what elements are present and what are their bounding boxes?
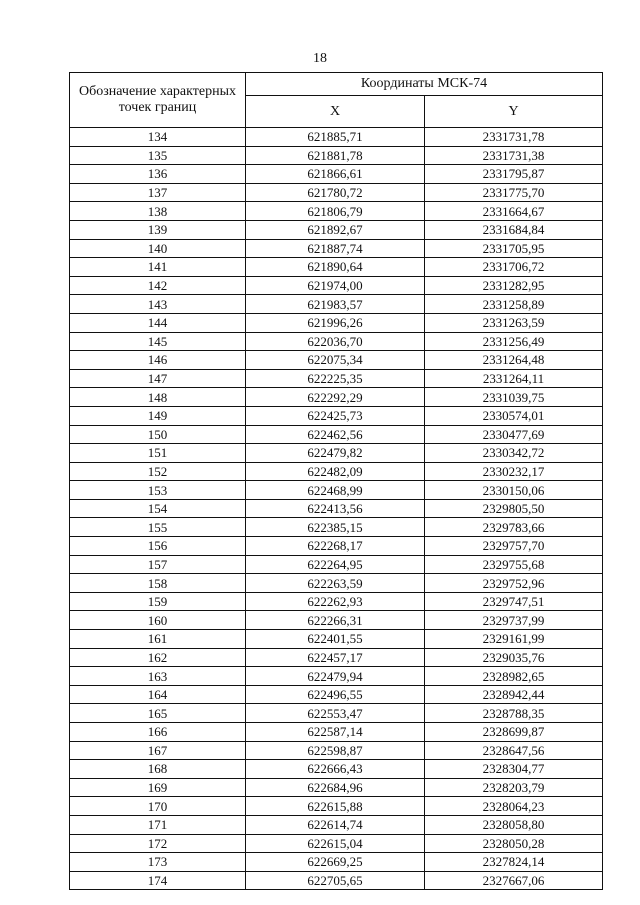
x-coordinate-cell: 621974,00 (246, 276, 425, 295)
x-coordinate-cell: 622468,99 (246, 481, 425, 500)
point-number-cell: 140 (70, 239, 246, 258)
table-row (70, 276, 603, 295)
table-row (70, 351, 603, 370)
point-number-cell: 163 (70, 667, 246, 686)
x-coordinate-cell: 622292,29 (246, 388, 425, 407)
table-row (70, 630, 603, 649)
x-coordinate-cell: 622385,15 (246, 518, 425, 537)
y-coordinate-cell: 2331706,72 (425, 258, 603, 277)
point-number-cell: 147 (70, 369, 246, 388)
x-coordinate-cell: 622401,55 (246, 630, 425, 649)
x-coordinate-cell: 622598,87 (246, 741, 425, 760)
table-row (70, 611, 603, 630)
point-number-cell: 156 (70, 537, 246, 556)
page-number: 18 (313, 51, 327, 66)
point-number-cell: 145 (70, 332, 246, 351)
y-coordinate-cell: 2329035,76 (425, 648, 603, 667)
y-coordinate-cell: 2331264,48 (425, 351, 603, 370)
y-coordinate-cell: 2328942,44 (425, 685, 603, 704)
table-body (70, 128, 603, 890)
table-row (70, 574, 603, 593)
table-row (70, 592, 603, 611)
point-number-cell: 137 (70, 183, 246, 202)
point-number-cell: 170 (70, 797, 246, 816)
table-row (70, 797, 603, 816)
point-number-cell: 167 (70, 741, 246, 760)
x-coordinate-cell: 621983,57 (246, 295, 425, 314)
y-coordinate-cell: 2331775,70 (425, 183, 603, 202)
y-coordinate-cell: 2329783,66 (425, 518, 603, 537)
x-coordinate-cell: 622482,09 (246, 462, 425, 481)
x-coordinate-cell: 621866,61 (246, 165, 425, 184)
header-coordinates: Координаты МСК-74 (246, 73, 603, 96)
table-row (70, 462, 603, 481)
x-coordinate-cell: 622036,70 (246, 332, 425, 351)
point-number-cell: 157 (70, 555, 246, 574)
y-coordinate-cell: 2331795,87 (425, 165, 603, 184)
table-row (70, 425, 603, 444)
point-number-cell: 144 (70, 313, 246, 332)
table-row (70, 871, 603, 890)
y-coordinate-cell: 2331256,49 (425, 332, 603, 351)
y-coordinate-cell: 2329757,70 (425, 537, 603, 556)
x-coordinate-cell: 621887,74 (246, 239, 425, 258)
table-row (70, 834, 603, 853)
y-coordinate-cell: 2331258,89 (425, 295, 603, 314)
point-number-cell: 173 (70, 853, 246, 872)
y-coordinate-cell: 2328058,80 (425, 815, 603, 834)
point-number-cell: 139 (70, 220, 246, 239)
header-x: X (246, 96, 425, 128)
table-row (70, 406, 603, 425)
y-coordinate-cell: 2331264,11 (425, 369, 603, 388)
point-number-cell: 165 (70, 704, 246, 723)
x-coordinate-cell: 622587,14 (246, 723, 425, 742)
table-row (70, 760, 603, 779)
x-coordinate-cell: 622553,47 (246, 704, 425, 723)
table-row (70, 723, 603, 742)
x-coordinate-cell: 622684,96 (246, 778, 425, 797)
table-row (70, 220, 603, 239)
y-coordinate-cell: 2331731,78 (425, 128, 603, 147)
table-row (70, 146, 603, 165)
point-number-cell: 160 (70, 611, 246, 630)
x-coordinate-cell: 622669,25 (246, 853, 425, 872)
point-number-cell: 155 (70, 518, 246, 537)
point-number-cell: 168 (70, 760, 246, 779)
table-row (70, 183, 603, 202)
point-number-cell: 166 (70, 723, 246, 742)
point-number-cell: 174 (70, 871, 246, 890)
x-coordinate-cell: 622479,94 (246, 667, 425, 686)
table-row (70, 332, 603, 351)
table-row (70, 685, 603, 704)
x-coordinate-cell: 621885,71 (246, 128, 425, 147)
point-number-cell: 134 (70, 128, 246, 147)
y-coordinate-cell: 2329755,68 (425, 555, 603, 574)
table-row (70, 369, 603, 388)
y-coordinate-cell: 2328064,23 (425, 797, 603, 816)
point-number-cell: 142 (70, 276, 246, 295)
x-coordinate-cell: 622262,93 (246, 592, 425, 611)
table-header (70, 73, 603, 128)
y-coordinate-cell: 2328788,35 (425, 704, 603, 723)
x-coordinate-cell: 622615,88 (246, 797, 425, 816)
table-row (70, 258, 603, 277)
y-coordinate-cell: 2330232,17 (425, 462, 603, 481)
point-number-cell: 154 (70, 499, 246, 518)
x-coordinate-cell: 622457,17 (246, 648, 425, 667)
table-row (70, 778, 603, 797)
y-coordinate-cell: 2329752,96 (425, 574, 603, 593)
point-number-cell: 171 (70, 815, 246, 834)
point-number-cell: 172 (70, 834, 246, 853)
table-row (70, 128, 603, 147)
header-point-label: Обозначение характерных точек границ (70, 73, 246, 128)
table-row (70, 704, 603, 723)
y-coordinate-cell: 2328699,87 (425, 723, 603, 742)
x-coordinate-cell: 621892,67 (246, 220, 425, 239)
table-row (70, 165, 603, 184)
y-coordinate-cell: 2328203,79 (425, 778, 603, 797)
point-number-cell: 153 (70, 481, 246, 500)
x-coordinate-cell: 622413,56 (246, 499, 425, 518)
y-coordinate-cell: 2331684,84 (425, 220, 603, 239)
x-coordinate-cell: 621881,78 (246, 146, 425, 165)
x-coordinate-cell: 622615,04 (246, 834, 425, 853)
point-number-cell: 135 (70, 146, 246, 165)
y-coordinate-cell: 2331039,75 (425, 388, 603, 407)
x-coordinate-cell: 621780,72 (246, 183, 425, 202)
y-coordinate-cell: 2328647,56 (425, 741, 603, 760)
table-row (70, 815, 603, 834)
point-number-cell: 158 (70, 574, 246, 593)
point-number-cell: 143 (70, 295, 246, 314)
x-coordinate-cell: 621890,64 (246, 258, 425, 277)
point-number-cell: 162 (70, 648, 246, 667)
table-row (70, 555, 603, 574)
table-row (70, 388, 603, 407)
table-row (70, 481, 603, 500)
y-coordinate-cell: 2327667,06 (425, 871, 603, 890)
table-row (70, 853, 603, 872)
point-number-cell: 149 (70, 406, 246, 425)
x-coordinate-cell: 622225,35 (246, 369, 425, 388)
x-coordinate-cell: 621996,26 (246, 313, 425, 332)
table-row (70, 444, 603, 463)
point-number-cell: 169 (70, 778, 246, 797)
y-coordinate-cell: 2328304,77 (425, 760, 603, 779)
x-coordinate-cell: 622264,95 (246, 555, 425, 574)
y-coordinate-cell: 2331282,95 (425, 276, 603, 295)
x-coordinate-cell: 622462,56 (246, 425, 425, 444)
table-row (70, 202, 603, 221)
point-number-cell: 136 (70, 165, 246, 184)
table-row (70, 239, 603, 258)
table-row (70, 667, 603, 686)
y-coordinate-cell: 2331263,59 (425, 313, 603, 332)
point-number-cell: 159 (70, 592, 246, 611)
point-number-cell: 151 (70, 444, 246, 463)
y-coordinate-cell: 2331664,67 (425, 202, 603, 221)
table-row (70, 537, 603, 556)
table-row (70, 518, 603, 537)
table-row (70, 313, 603, 332)
y-coordinate-cell: 2328982,65 (425, 667, 603, 686)
y-coordinate-cell: 2329161,99 (425, 630, 603, 649)
x-coordinate-cell: 622268,17 (246, 537, 425, 556)
point-number-cell: 152 (70, 462, 246, 481)
y-coordinate-cell: 2330574,01 (425, 406, 603, 425)
point-number-cell: 148 (70, 388, 246, 407)
y-coordinate-cell: 2329737,99 (425, 611, 603, 630)
y-coordinate-cell: 2330477,69 (425, 425, 603, 444)
point-number-cell: 164 (70, 685, 246, 704)
table-row (70, 499, 603, 518)
coordinates-table (69, 72, 603, 890)
x-coordinate-cell: 621806,79 (246, 202, 425, 221)
header-y: Y (425, 96, 603, 128)
x-coordinate-cell: 622266,31 (246, 611, 425, 630)
x-coordinate-cell: 622614,74 (246, 815, 425, 834)
table-row (70, 295, 603, 314)
x-coordinate-cell: 622479,82 (246, 444, 425, 463)
y-coordinate-cell: 2329747,51 (425, 592, 603, 611)
x-coordinate-cell: 622666,43 (246, 760, 425, 779)
x-coordinate-cell: 622705,65 (246, 871, 425, 890)
table-row (70, 648, 603, 667)
y-coordinate-cell: 2331705,95 (425, 239, 603, 258)
y-coordinate-cell: 2328050,28 (425, 834, 603, 853)
point-number-cell: 138 (70, 202, 246, 221)
y-coordinate-cell: 2327824,14 (425, 853, 603, 872)
y-coordinate-cell: 2331731,38 (425, 146, 603, 165)
x-coordinate-cell: 622496,55 (246, 685, 425, 704)
table-row (70, 741, 603, 760)
y-coordinate-cell: 2329805,50 (425, 499, 603, 518)
y-coordinate-cell: 2330342,72 (425, 444, 603, 463)
x-coordinate-cell: 622263,59 (246, 574, 425, 593)
point-number-cell: 161 (70, 630, 246, 649)
point-number-cell: 141 (70, 258, 246, 277)
point-number-cell: 146 (70, 351, 246, 370)
x-coordinate-cell: 622425,73 (246, 406, 425, 425)
x-coordinate-cell: 622075,34 (246, 351, 425, 370)
y-coordinate-cell: 2330150,06 (425, 481, 603, 500)
point-number-cell: 150 (70, 425, 246, 444)
